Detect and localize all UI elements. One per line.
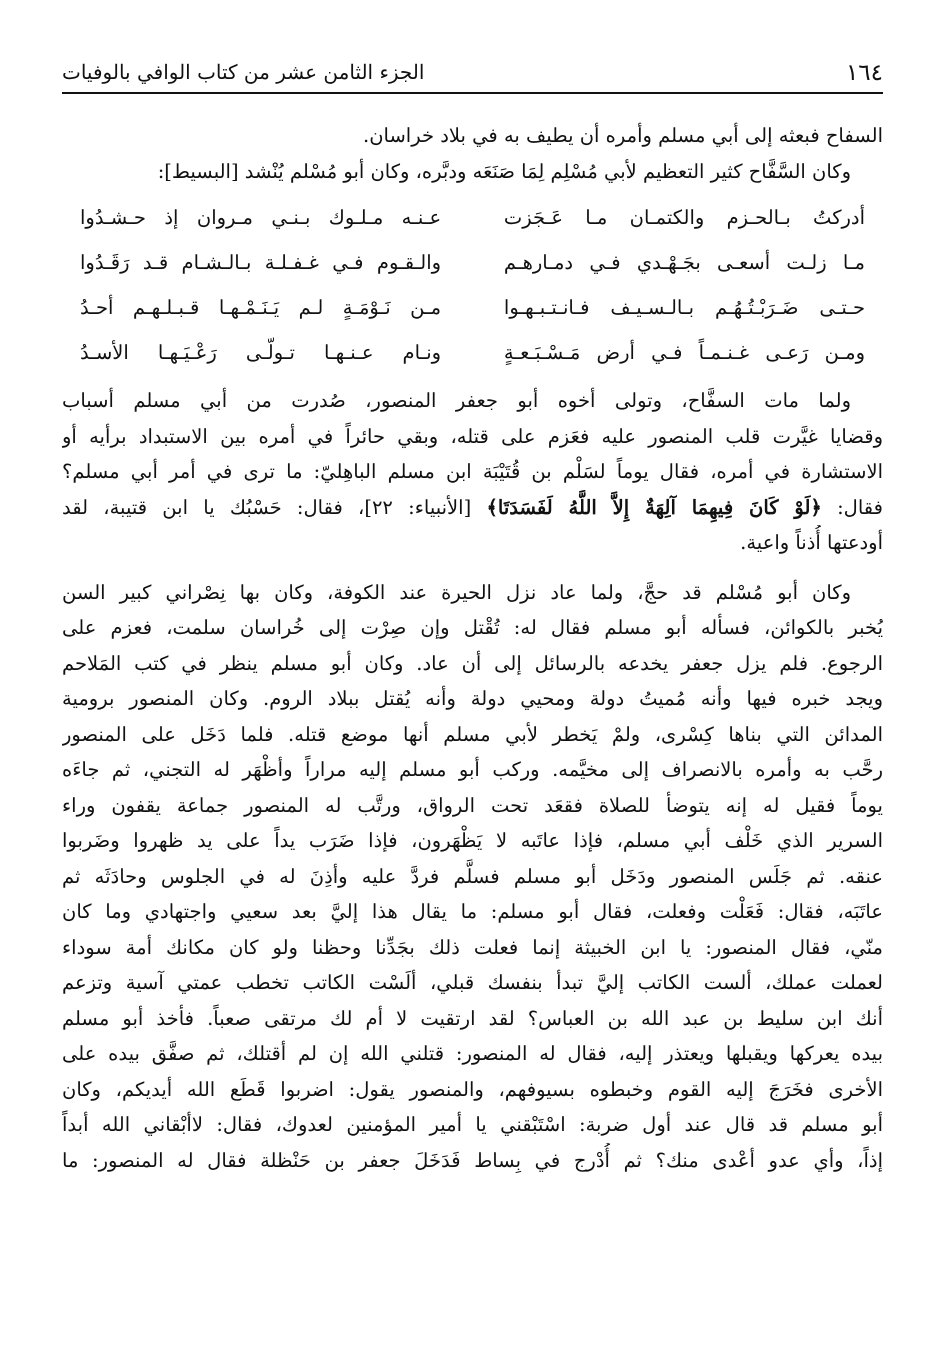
verse-second-hemistich: عـنـه مـلـوك بـنـي مـروان إذ حـشـدُوا — [80, 205, 442, 229]
poem-verse — [62, 330, 883, 375]
text-line: يُخبر بالكوائن، فسأله أبو مسلم فقال له: تُقْتل وإن صِرْت إلى خُراسان سلمت، فعزم على — [62, 616, 883, 639]
text-line: ويجد خبره فيها وأنه مُميتُ دولة ومحيي دولة وأنه يُقتل ببلاد الروم. وكان المنصور برومية — [62, 687, 883, 710]
text-line: وقضايا غيَّرت قلب المنصور عليه فعَزم على قتله، وبقي حائراً في أمره بين الاستبداد برأيه أو — [62, 424, 883, 448]
text-line: السفاح فبعثه إلى أبي مسلم وأمره أن يطيف به في بلاد خراسان. — [363, 124, 883, 147]
poem-verse — [62, 285, 883, 330]
text-line: وكان أبو مُسْلم قد حجَّ، ولما عاد نزل الحيرة عند الكوفة، وكان بها نِصْراني كبير السن — [62, 580, 851, 604]
verse-second-hemistich: والـقـوم فـي غـفـلـة بـالـشـام قـد رَقَـدُوا — [80, 250, 442, 274]
text-line: إذاً، وأي عدو أعْدى منك؟ ثم أُدْرج في بِساط فَدَخَلَ جعفر بن حَنْظلة فقال له المنصور: ما — [62, 1148, 883, 1172]
text-line: لعملت عملك، ألست الكاتب إليَّ تبدأ بنفسك قبلي، ألَسْت الكاتب تخطب عمتي آسية وتزعم — [62, 971, 883, 994]
text-line: رحَّب به وأمره بالانصراف إلى مخيَّمه. وركب أبو مسلم إليه مراراً وأظْهَر له التجني، ثم جاءَه — [62, 758, 883, 781]
text-line: المدائن التي بناها كِسْرى، ولمْ يَخطر لأبي مسلم أنها موضع قتله. فلما دَخَل على المنصور — [62, 722, 883, 746]
text-line: يوماً فقيل له إنه يتوضأ للصلاة فقعَد تحت الرواق، ورتَّب له المنصور جماعة يقفون وراء — [62, 793, 883, 817]
poem-verse — [62, 240, 883, 285]
quran-verse: ﴿لَوْ كَانَ فِيهِمَا آلِهَةٌ إِلاَّ اللَّهُ لَفَسَدَتَا﴾ — [486, 495, 822, 519]
text-line: عنقه. ثم جَلَس المنصور ودَخَل أبو مسلم فسلَّم فردَّ عليه وأذِنَ له في الجلوس وحادَثَه ثم — [62, 864, 883, 888]
text-line: الاستشارة في أمره، فقال يوماً لسَلْم بن قُتَيْبَة ابن مسلم الباهِليّ: ما ترى في أمر أبي مسلم؟ — [62, 460, 883, 483]
text-fragment: [الأنبياء: ٢٢]، فقال: حَسْبُك يا ابن قتيبة، لقد — [62, 495, 487, 519]
page-header — [62, 52, 883, 94]
text-fragment: فقال: — [821, 495, 883, 519]
page-number: ١٦٤ — [845, 60, 883, 86]
poem-verse — [62, 195, 883, 240]
text-line: منّي، فقال المنصور: يا ابن الخبيثة إنما فعلت ذلك بجَدِّنا وحظنا ولو كان مكانك أمة سوداء — [62, 935, 883, 959]
text-line: أودعتها أُذناً واعية. — [740, 531, 883, 554]
verse-first-hemistich: حـتـى ضَـرَبْـتُـهُـم بـالـسـيـف فـانـتـبـهـوا — [503, 295, 865, 319]
text-line: وكان السَّفَّاح كثير التعظيم لأبي مُسْلِم لِمَا صَنَعَه ودبَّره، وكان أبو مُسْلم يُنْشد [البسيط]: — [157, 159, 851, 183]
text-line-quran — [62, 490, 883, 526]
verse-second-hemistich: مـن نَـوْمَـةٍ لـم يَـنَـمْـهـا قـبـلـهـم أحـدُ — [80, 295, 442, 319]
text-line: أنك ابن سليط بن عبد الله بن العباس؟ لقد ارتقيت لا أم لك مرتقى صعباً. فأخذ أبو مسلم — [62, 1006, 883, 1030]
text-line: أبو مسلم قد قال عند أول ضربة: اسْتَبْقني يا أمير المؤمنين لعدوك، فقال: لاأبْقاني الله أبداً — [62, 1113, 883, 1136]
text-line: بيده يعركها ويقبلها ويعتذر إليه، فقال له المنصور: قتلني الله إن لم أقتلك، ثم صفَّق بيده على — [62, 1042, 883, 1065]
paragraph-abu-jafar — [62, 383, 883, 561]
verse-first-hemistich: أدركتُ بـالحـزم والكتمـان مـا عَـجَزت — [503, 205, 865, 229]
running-title: الجزء الثامن عشر من كتاب الوافي بالوفيات — [62, 60, 425, 84]
text-line: الرجوع. فلم يزل جعفر يخدعه بالرسائل إلى أن عاد. وكان أبو مسلم ينظر في كتب المَلاحم — [62, 651, 883, 675]
text-line: السرير الذي خَلْف أبي مسلم، فإذا عاتَبه لا يَظْهَرون، فإذا ضَرَب يداً على يد ظهروا وضَربوا — [62, 829, 883, 852]
text-line: ولما مات السفَّاح، وتولى أخوه أبو جعفر المنصور، صُدرت من أبي مسلم أسباب — [62, 389, 851, 412]
verse-second-hemistich: ونـام عـنـهـا تـولّـى رَعْـيَـهـا الأسـدُ — [80, 340, 442, 364]
poem — [62, 195, 883, 375]
text-line: الأخرى فخَرَجَ إليه القوم وخبطوه بسيوفهم، والمنصور يقول: اضربوا قَطَع الله أيديكم، وكان — [62, 1077, 883, 1101]
paragraph-abu-muslim-death — [62, 575, 883, 1179]
intro-paragraph — [62, 118, 883, 189]
verse-first-hemistich: ومـن رَعـى غـنـمـاً فـي أرض مَـسْـبَـعـةٍ — [503, 340, 865, 364]
body-text — [62, 118, 883, 1178]
text-line: عاتَبَه، فقال: فَعَلْت وفعلت، فقال أبو مسلم: ما يقال هذا إليَّ بعد سعيي واجتهادي وما كان — [62, 900, 883, 923]
verse-first-hemistich: مـا زلـت أسعـى بجَـهْـدي فـي دمـارهـم — [503, 250, 865, 274]
